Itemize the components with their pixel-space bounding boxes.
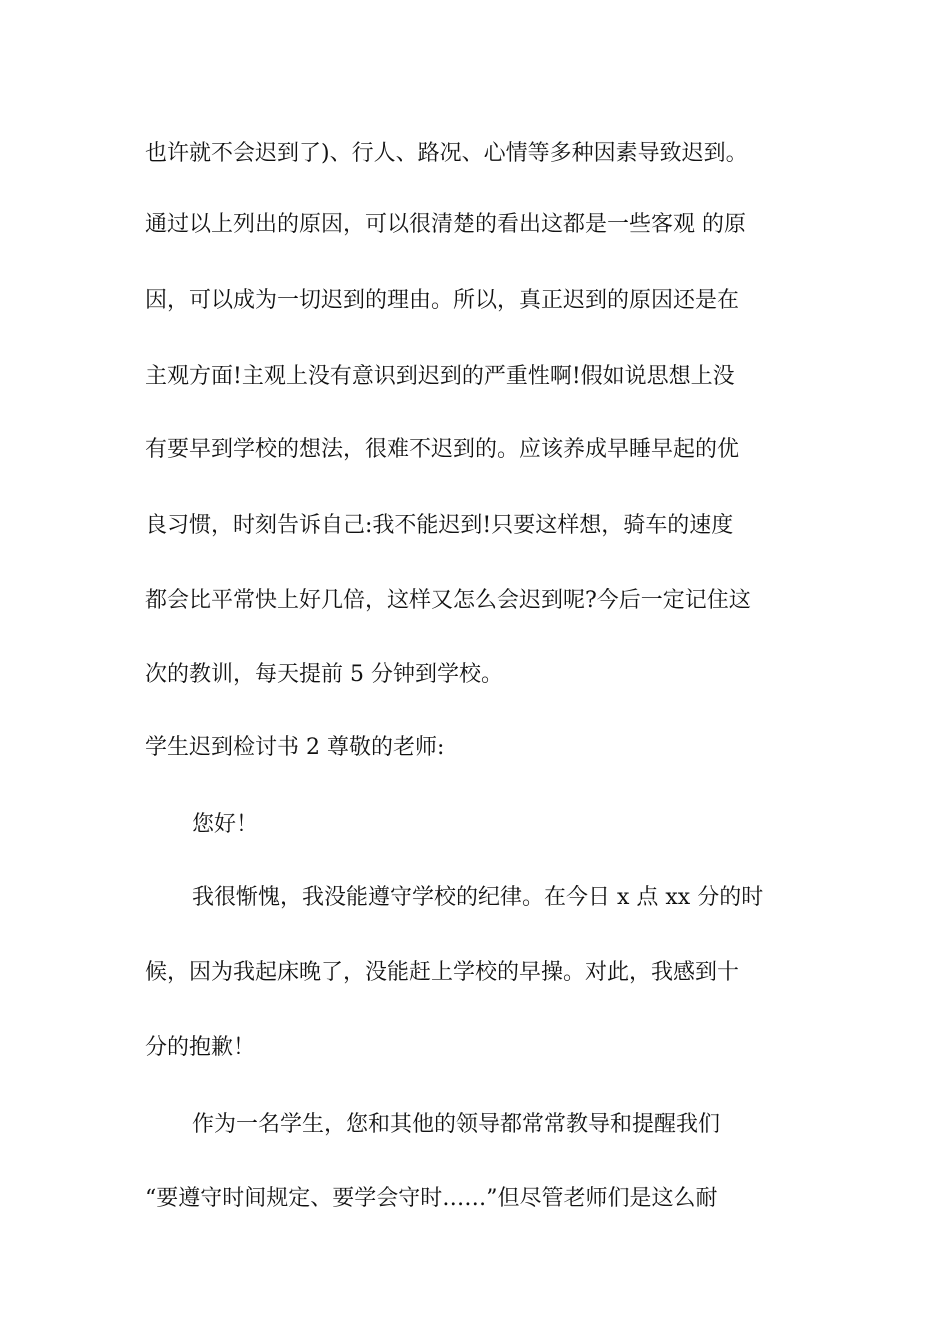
text-line: 次的教训，每天提前 5 分钟到学校。 xyxy=(145,662,503,687)
text-line: “要遵守时间规定、要学会守时……”但尽管老师们是这么耐 xyxy=(145,1186,718,1211)
text-line: 都会比平常快上好几倍，这样又怎么会迟到呢?今后一定记住这 xyxy=(145,588,751,613)
text-line: 良习惯，时刻告诉自己:我不能迟到!只要这样想，骑车的速度 xyxy=(145,513,734,538)
text-line: 也许就不会迟到了)、行人、路况、心情等多种因素导致迟到。 xyxy=(145,141,748,166)
text-line: 通过以上列出的原因，可以很清楚的看出这都是一些客观 的原 xyxy=(145,212,746,237)
text-line: 候，因为我起床晚了，没能赶上学校的早操。对此，我感到十 xyxy=(145,960,740,985)
text-line: 有要早到学校的想法，很难不迟到的。应该养成早睡早起的优 xyxy=(145,437,740,462)
text-line: 分的抱歉！ xyxy=(145,1035,256,1060)
text-line: 主观方面!主观上没有意识到迟到的严重性啊!假如说思想上没 xyxy=(145,364,735,389)
salutation: 您好！ xyxy=(192,812,259,837)
section-heading: 学生迟到检讨书 2 尊敬的老师: xyxy=(145,735,445,760)
text-line: 因，可以成为一切迟到的理由。所以，真正迟到的原因还是在 xyxy=(145,288,740,313)
paragraph-start: 作为一名学生，您和其他的领导都常常教导和提醒我们 xyxy=(192,1112,721,1137)
paragraph-start: 我很惭愧，我没能遵守学校的纪律。在今日 x 点 xx 分的时 xyxy=(192,885,764,910)
